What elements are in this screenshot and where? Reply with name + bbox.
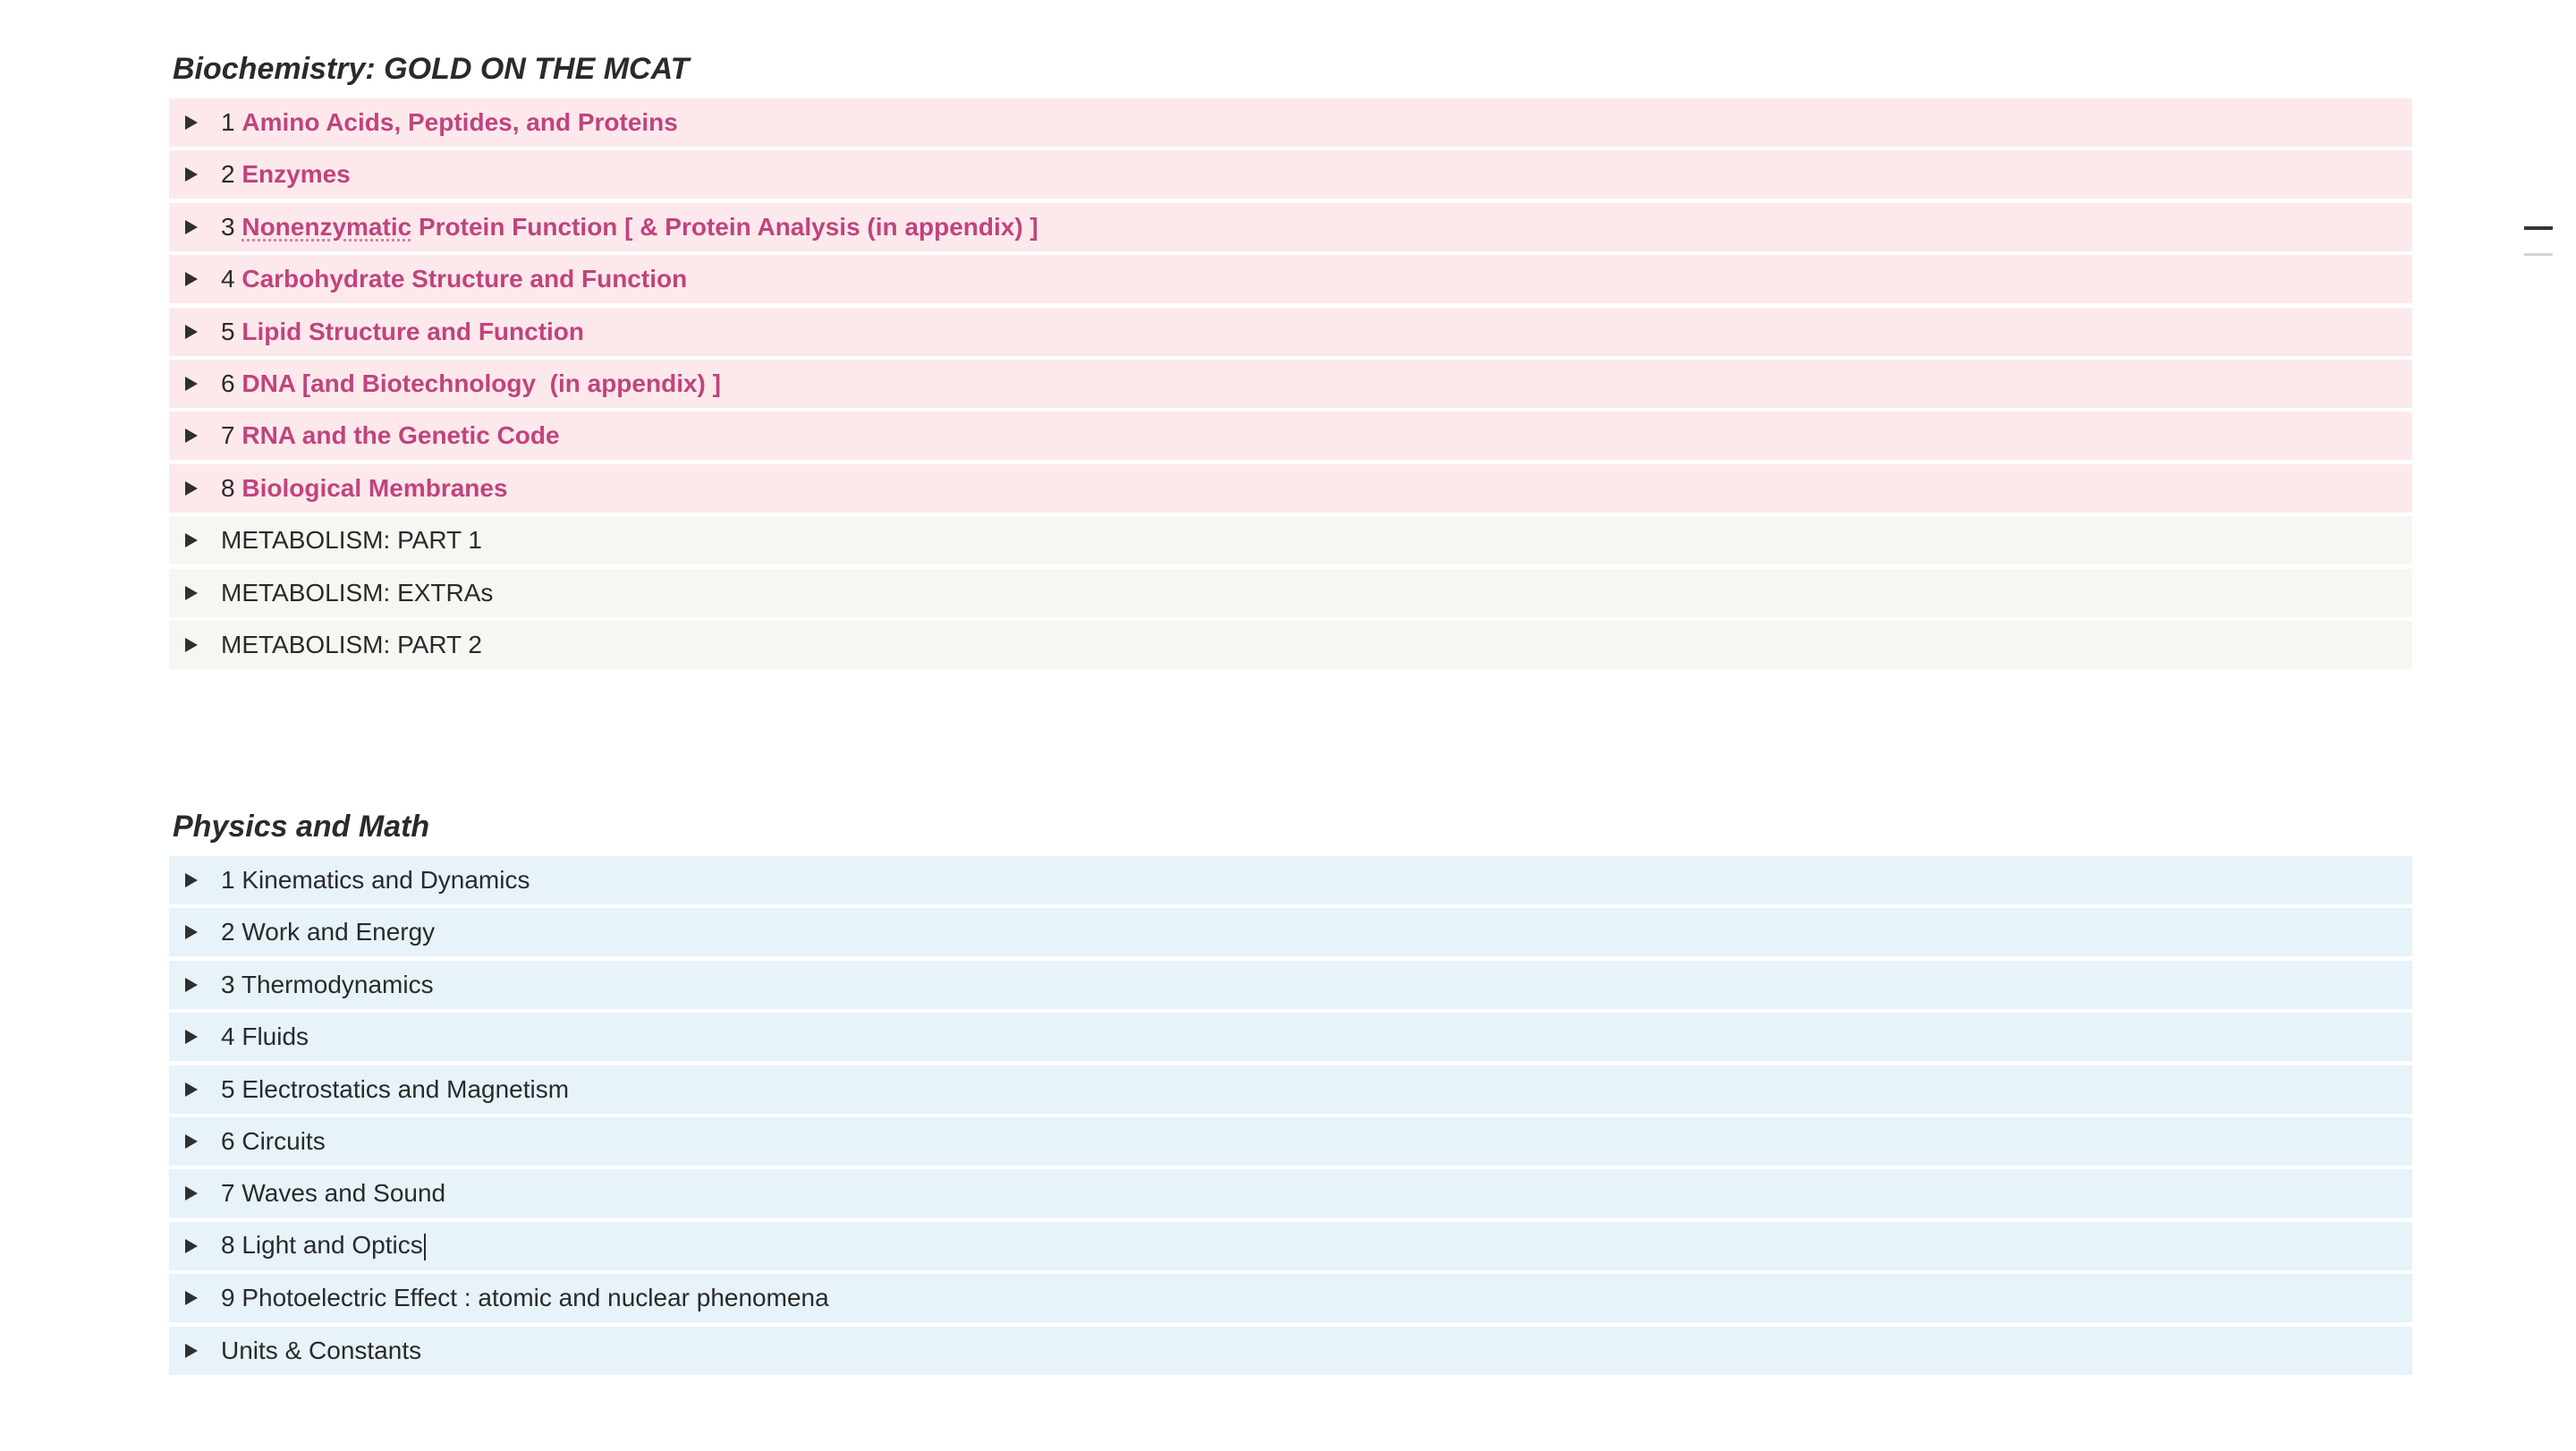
toggle-row-text[interactable]: 3 Nonenzymatic Protein Function [ & Protein Analysis (in appendix) ] [221, 212, 1038, 241]
toggle-row-link[interactable]: Carbohydrate Structure and Function [242, 265, 688, 293]
triangle-right-icon[interactable] [185, 429, 198, 443]
biochemistry-toggle-list [169, 98, 2412, 669]
toggle-row-text[interactable]: 1 Kinematics and Dynamics [221, 866, 530, 894]
toggle-row-link[interactable]: Protein Function [ & Protein Analysis (in appendix) ] [411, 212, 1038, 241]
physics-section [169, 809, 2412, 1379]
toggle-row-work-energy[interactable] [169, 908, 2412, 956]
toggle-row-text[interactable]: 4 Carbohydrate Structure and Function [221, 265, 688, 293]
toggle-row-enzymes[interactable] [169, 150, 2412, 199]
toggle-row-dna[interactable] [169, 360, 2412, 408]
triangle-right-icon[interactable] [185, 873, 198, 887]
toggle-row-thermodynamics[interactable] [169, 961, 2412, 1009]
toggle-row-nonenzymatic[interactable] [169, 203, 2412, 251]
toggle-row-text[interactable]: 9 Photoelectric Effect : atomic and nuclear phenomena [221, 1284, 829, 1312]
toggle-row-photoelectric[interactable] [169, 1274, 2412, 1322]
toggle-row-link[interactable]: Lipid Structure and Function [242, 317, 585, 345]
toggle-row-metabolism-1[interactable] [169, 516, 2412, 564]
triangle-right-icon[interactable] [185, 586, 198, 600]
toggle-row-text[interactable]: 1 Amino Acids, Peptides, and Proteins [221, 108, 678, 136]
text-caret [424, 1234, 426, 1260]
triangle-right-icon[interactable] [185, 115, 198, 130]
physics-heading[interactable]: Physics and Math [173, 810, 430, 844]
triangle-right-icon[interactable] [185, 1186, 198, 1201]
toggle-row-fluids[interactable] [169, 1013, 2412, 1061]
toggle-row-text[interactable]: 6 Circuits [221, 1126, 326, 1155]
toggle-row-text[interactable]: 5 Lipid Structure and Function [221, 317, 585, 345]
toggle-row-text[interactable]: 6 DNA [and Biotechnology (in appendix) ] [221, 369, 721, 397]
table-of-contents-icon-secondary[interactable] [2524, 253, 2553, 256]
toggle-row-lipid[interactable] [169, 308, 2412, 356]
triangle-right-icon[interactable] [185, 1082, 198, 1097]
toggle-row-text[interactable]: 8 Biological Membranes [221, 473, 508, 502]
triangle-right-icon[interactable] [185, 1134, 198, 1149]
toggle-row-carbohydrate[interactable] [169, 255, 2412, 303]
toggle-row-electrostatics[interactable] [169, 1065, 2412, 1114]
toggle-row-link[interactable]: Enzymes [242, 160, 351, 189]
triangle-right-icon[interactable] [185, 272, 198, 286]
toggle-row-link[interactable]: Amino Acids, Peptides, and Proteins [242, 108, 678, 136]
toggle-row-waves-sound[interactable] [169, 1169, 2412, 1218]
triangle-right-icon[interactable] [185, 1291, 198, 1305]
table-of-contents-icon[interactable] [2524, 226, 2553, 230]
triangle-right-icon[interactable] [185, 1239, 198, 1253]
toggle-row-circuits[interactable] [169, 1117, 2412, 1166]
triangle-right-icon[interactable] [185, 925, 198, 939]
toggle-row-membranes[interactable] [169, 464, 2412, 513]
toggle-row-text[interactable]: 3 Thermodynamics [221, 970, 434, 998]
toggle-row-link[interactable]: DNA [and Biotechnology (in appendix) ] [242, 369, 721, 397]
toggle-row-units-constants[interactable] [169, 1327, 2412, 1375]
toggle-row-text[interactable]: 8 Light and Optics [221, 1231, 426, 1260]
physics-toggle-list [169, 856, 2412, 1375]
triangle-right-icon[interactable] [185, 1030, 198, 1044]
triangle-right-icon[interactable] [185, 978, 198, 992]
toggle-row-text[interactable]: Units & Constants [221, 1336, 422, 1364]
toggle-row-metabolism-2[interactable] [169, 621, 2412, 669]
biochemistry-heading[interactable]: Biochemistry: GOLD ON THE MCAT [173, 52, 690, 86]
toggle-row-text[interactable]: METABOLISM: PART 2 [221, 630, 483, 658]
toggle-row-text[interactable]: METABOLISM: EXTRAs [221, 578, 494, 607]
toggle-row-text[interactable]: 7 Waves and Sound [221, 1179, 446, 1208]
triangle-right-icon[interactable] [185, 325, 198, 339]
toggle-row-text[interactable]: 7 RNA and the Genetic Code [221, 421, 560, 450]
biochemistry-section [169, 51, 2412, 673]
triangle-right-icon[interactable] [185, 377, 198, 391]
triangle-right-icon[interactable] [185, 481, 198, 496]
triangle-right-icon[interactable] [185, 533, 198, 547]
toggle-row-text[interactable]: METABOLISM: PART 1 [221, 526, 483, 555]
toggle-row-link[interactable]: RNA and the Genetic Code [242, 421, 560, 450]
triangle-right-icon[interactable] [185, 1344, 198, 1358]
toggle-row-text[interactable]: 5 Electrostatics and Magnetism [221, 1074, 570, 1103]
spellcheck-word[interactable]: Nonenzymatic [242, 212, 412, 241]
toggle-row-text[interactable]: 2 Enzymes [221, 160, 351, 189]
triangle-right-icon[interactable] [185, 167, 198, 182]
toggle-row-text[interactable]: 4 Fluids [221, 1022, 309, 1051]
triangle-right-icon[interactable] [185, 220, 198, 234]
toggle-row-text[interactable]: 2 Work and Energy [221, 918, 436, 946]
triangle-right-icon[interactable] [185, 638, 198, 652]
toggle-row-metabolism-extras[interactable] [169, 569, 2412, 617]
toggle-row-rna[interactable] [169, 412, 2412, 460]
toggle-row-link[interactable]: Biological Membranes [242, 473, 508, 502]
toggle-row-amino-acids[interactable] [169, 98, 2412, 147]
toggle-row-light-optics[interactable] [169, 1222, 2412, 1270]
toggle-row-kinematics[interactable] [169, 856, 2412, 904]
